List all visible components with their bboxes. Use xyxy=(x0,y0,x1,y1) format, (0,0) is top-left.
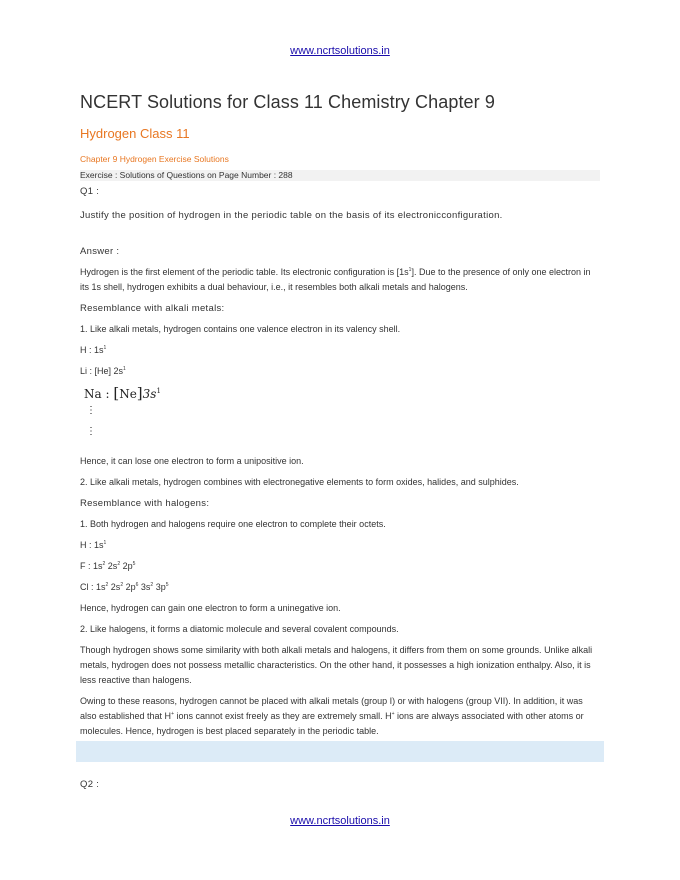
alkali-point-1: 1. Like alkali metals, hydrogen contains one valence electron in its valency shell. xyxy=(80,324,401,334)
q2-label: Q2 : xyxy=(80,779,100,790)
page-subtitle: Hydrogen Class 11 xyxy=(80,126,190,141)
config-h: H : $1s^1$ xyxy=(80,345,107,355)
q1-label: Q1 : xyxy=(80,186,100,197)
config-f: F : $1s^2$ $2s^2$ $2p^5$ xyxy=(80,561,136,571)
header-website-link[interactable]: www.ncrtsolutions.in xyxy=(290,45,390,57)
hence-unipositive: Hence, it can lose one electron to form a unipositive ion. xyxy=(80,456,304,466)
footer-website-link[interactable]: www.ncrtsolutions.in xyxy=(290,815,390,827)
differences-paragraph: Though hydrogen shows some similarity with both alkali metals and halogens, it differs from them on some grounds. Unlike alkali metals, hydrogen does not possess metallic characteristics. On the other hand, it possesses a high ionization enthalpy. Also, it is less reactive than halogens. xyxy=(80,645,593,685)
q1-question: Justify the position of hydrogen in the periodic table on the basis of its electronicconfiguration. xyxy=(80,210,503,221)
config-h-2: H : $1s^1$ xyxy=(80,540,107,550)
section-divider-bar xyxy=(76,741,604,762)
intro-paragraph: Hydrogen is the first element of the periodic table. Its electronic configuration is $[1s^1]$. Due to the presence of only one electron in its 1s shell, hydrogen exhibits a dual behaviour, i.e., it resembles both alkali metals and halogens. xyxy=(80,267,591,292)
header-link-container xyxy=(0,41,680,59)
footer-link-container xyxy=(0,811,680,829)
page-title: NCERT Solutions for Class 11 Chemistry Chapter 9 xyxy=(80,92,495,112)
config-cl: Cl : $1s^2$ $2s^2$ $2p^6$ $3s^2$ $3p^5$ xyxy=(80,582,169,592)
config-na-formula: Na : $[Ne]3s^1$ xyxy=(84,384,161,402)
answer-label: Answer : xyxy=(80,246,120,257)
vertical-ellipsis-2: ⋮ xyxy=(86,426,96,437)
halogen-point-2: 2. Like halogens, it forms a diatomic molecule and several covalent compounds. xyxy=(80,624,399,634)
alkali-point-2: 2. Like alkali metals, hydrogen combines with electronegative elements to form oxides, halides, and sulphides. xyxy=(80,477,519,487)
halogen-point-1: 1. Both hydrogen and halogens require one electron to complete their octets. xyxy=(80,519,386,529)
hence-uninegative: Hence, hydrogen can gain one electron to form a uninegative ion. xyxy=(80,603,341,613)
chapter-label: Chapter 9 Hydrogen Exercise Solutions xyxy=(80,154,229,164)
config-li: Li : [He] $2s^1$ xyxy=(80,366,126,376)
exercise-bar: Exercise : Solutions of Questions on Page Number : 288 xyxy=(80,170,600,181)
conclusion-paragraph: Owing to these reasons, hydrogen cannot be placed with alkali metals (group I) or with halogens (group VII). In addition, it was also established that H+ ions cannot exist freely as they are extremely small. H+ ions are always associated with other atoms or molecules. Hence, hydrogen is best placed separately in the periodic table. xyxy=(80,696,584,736)
halogen-heading: Resemblance with halogens: xyxy=(80,498,210,509)
vertical-ellipsis-1: ⋮ xyxy=(86,405,96,416)
alkali-heading: Resemblance with alkali metals: xyxy=(80,303,225,314)
